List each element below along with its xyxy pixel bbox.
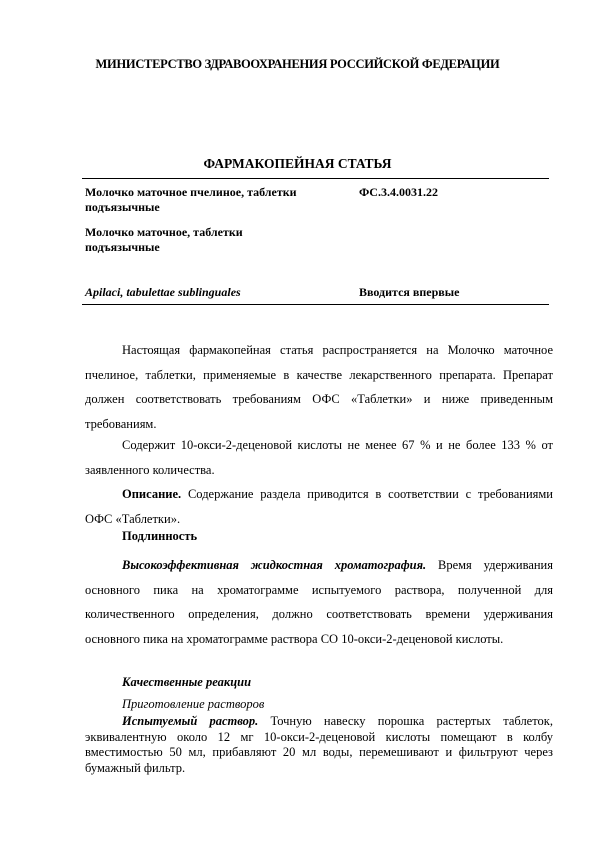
- qualitative-heading: Качественные реакции: [122, 675, 252, 689]
- test-solution-label: Испытуемый раствор.: [122, 714, 259, 728]
- monograph-status: Вводится впервые: [359, 285, 460, 299]
- description-text: Содержание раздела приводится в соответствии с требованиями ОФС «Таблетки».: [85, 487, 553, 526]
- description-paragraph: [85, 482, 553, 531]
- monograph-name-ru: Молочко маточное пчелиное, таблетки подъязычные: [85, 185, 297, 214]
- bottom-divider: [82, 304, 549, 305]
- content-text: Содержит 10-окси-2-деценовой кислоты не менее 67 % и не более 133 % от заявленного количества.: [85, 438, 553, 477]
- scope-paragraph: [85, 338, 553, 436]
- monograph-name-latin: Apilaci, tabulettae sublinguales: [85, 285, 241, 299]
- hplc-label: Высокоэффективная жидкостная хроматография.: [122, 558, 427, 572]
- scope-text: Настоящая фармакопейная статья распространяется на Молочко маточное пчелиное, таблетки, применяемые в качестве лекарственного препарата. Препарат должен соответствовать требованиям ОФС «Таблетки» и ниже приведенным требованиям.: [85, 343, 553, 431]
- preparation-heading: Приготовление растворов: [122, 697, 265, 711]
- document-title: ФАРМАКОПЕЙНАЯ СТАТЬЯ: [203, 156, 392, 171]
- top-divider: [82, 178, 549, 179]
- hplc-paragraph: [85, 553, 553, 651]
- ministry-heading: МИНИСТЕРСТВО ЗДРАВООХРАНЕНИЯ РОССИЙСКОЙ ФЕДЕРАЦИИ: [95, 57, 500, 71]
- authenticity-heading: Подлинность: [122, 529, 198, 543]
- monograph-code: ФС.3.4.0031.22: [359, 185, 438, 199]
- description-label: Описание.: [122, 487, 182, 501]
- hplc-text: Время удерживания основного пика на хроматограмме испытуемого раствора, полученной для количественного определения, должно соответствовать времени удерживания основного пика на хроматограмме раствора СО 10-окси-2-деценовой кислоты.: [85, 558, 553, 646]
- content-paragraph: [85, 433, 553, 482]
- test-solution-paragraph: [85, 714, 553, 776]
- test-solution-text: Точную навеску порошка растертых таблеток, эквивалентную около 12 мг 10-окси-2-деценовой кислоты помещают в колбу вместимостью 50 мл, прибавляют 20 мл воды, перемешивают и фильтруют через бумажный фильтр.: [85, 714, 553, 775]
- monograph-name-ru-alt: Молочко маточное, таблетки подъязычные: [85, 225, 243, 254]
